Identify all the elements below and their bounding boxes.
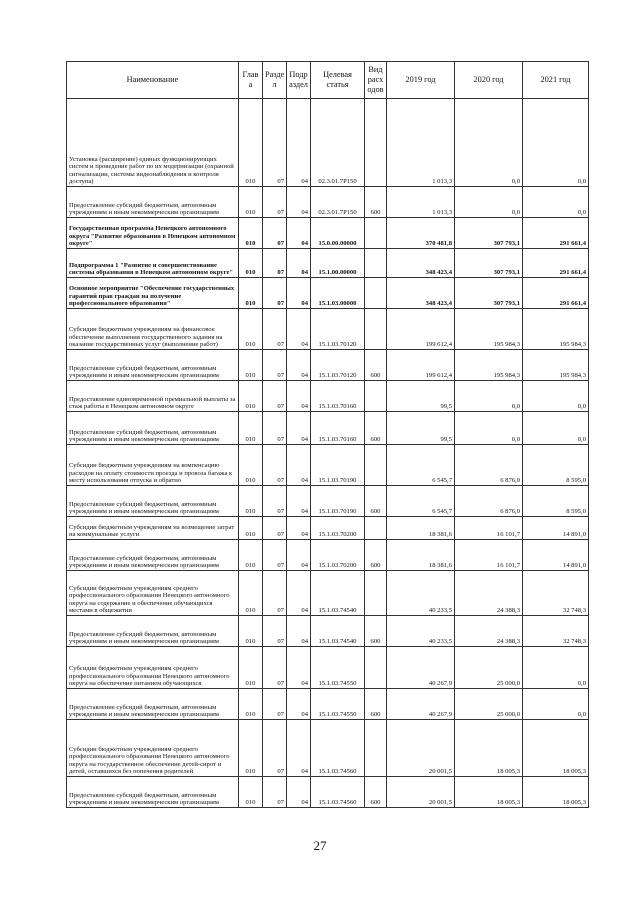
row-vid: 600 (365, 187, 387, 218)
row-vid (365, 249, 387, 278)
row-vid: 600 (365, 777, 387, 808)
row-podrazdel: 04 (287, 486, 311, 517)
row-podrazdel: 04 (287, 720, 311, 777)
row-2019: 348 423,4 (387, 249, 455, 278)
row-podrazdel: 04 (287, 777, 311, 808)
table-row (67, 249, 589, 278)
row-glava: 010 (239, 689, 263, 720)
row-2019: 1 013,3 (387, 187, 455, 218)
row-vid (365, 218, 387, 249)
table-row (67, 445, 589, 486)
row-2021: 18 005,3 (523, 720, 589, 777)
row-name: Подпрограмма 1 "Развитие и совершенствование системы образования в Ненецком автономном округе" (67, 249, 239, 278)
row-target: 02.3.01.7P150 (311, 187, 365, 218)
row-glava: 010 (239, 249, 263, 278)
table-row (67, 278, 589, 309)
row-glava: 010 (239, 720, 263, 777)
row-2020: 307 793,1 (455, 249, 523, 278)
table-row (67, 486, 589, 517)
row-2019: 40 267,9 (387, 647, 455, 689)
header-2021: 2021 год (523, 62, 589, 99)
row-2021: 14 891,0 (523, 540, 589, 571)
row-2019: 370 481,8 (387, 218, 455, 249)
row-vid (365, 381, 387, 412)
row-2021: 32 748,3 (523, 616, 589, 647)
row-2019: 199 612,4 (387, 309, 455, 350)
row-name: Предоставление субсидий бюджетным, автономным учреждениям и иным некоммерческим организациям (67, 616, 239, 647)
row-target: 15.1.03.74550 (311, 647, 365, 689)
row-razdel: 07 (263, 689, 287, 720)
row-target: 15.1.03.74550 (311, 689, 365, 720)
row-target: 15.1.03.70200 (311, 517, 365, 540)
row-vid (365, 571, 387, 616)
row-2021: 8 595,0 (523, 486, 589, 517)
row-2020: 0,0 (455, 99, 523, 187)
row-name: Предоставление субсидий бюджетным, автономным учреждениям и иным некоммерческим организациям (67, 540, 239, 571)
row-razdel: 07 (263, 381, 287, 412)
row-glava: 010 (239, 278, 263, 309)
row-2019: 348 423,4 (387, 278, 455, 309)
row-glava: 010 (239, 412, 263, 445)
row-podrazdel: 04 (287, 187, 311, 218)
row-glava: 010 (239, 187, 263, 218)
budget-table (66, 61, 589, 808)
row-2019: 6 545,7 (387, 486, 455, 517)
row-2021: 0,0 (523, 187, 589, 218)
row-name: Субсидии бюджетным учреждениям среднего профессионального образования Ненецкого автономного округа на государственное обеспечение детей-сирот и детей, оставшихся без попечения родителей (67, 720, 239, 777)
row-name: Предоставление субсидий бюджетным, автономным учреждениям и иным некоммерческим организациям (67, 486, 239, 517)
row-name: Предоставление субсидий бюджетным, автономным учреждениям и иным некоммерческим организациям (67, 689, 239, 720)
row-podrazdel: 04 (287, 647, 311, 689)
row-name: Предоставление единовременной премиальной выплаты за стаж работы в Ненецком автономном округе (67, 381, 239, 412)
row-target: 15.1.03.70120 (311, 350, 365, 381)
row-razdel: 07 (263, 309, 287, 350)
row-2021: 0,0 (523, 99, 589, 187)
row-target: 15.1.03.74560 (311, 777, 365, 808)
row-vid (365, 647, 387, 689)
row-podrazdel: 04 (287, 540, 311, 571)
row-podrazdel: 04 (287, 517, 311, 540)
row-2021: 0,0 (523, 381, 589, 412)
row-glava: 010 (239, 218, 263, 249)
row-2020: 6 876,0 (455, 486, 523, 517)
row-razdel: 07 (263, 218, 287, 249)
table-row (67, 99, 589, 187)
row-podrazdel: 04 (287, 445, 311, 486)
row-name: Предоставление субсидий бюджетным, автономным учреждениям и иным некоммерческим организациям (67, 187, 239, 218)
table-row (67, 412, 589, 445)
row-razdel: 07 (263, 777, 287, 808)
row-2020: 24 388,3 (455, 616, 523, 647)
row-vid: 600 (365, 689, 387, 720)
row-name: Субсидии бюджетным учреждениям на возмещение затрат на коммунальные услуги (67, 517, 239, 540)
row-razdel: 07 (263, 278, 287, 309)
row-vid (365, 99, 387, 187)
row-2019: 199 612,4 (387, 350, 455, 381)
header-2020: 2020 год (455, 62, 523, 99)
page-number: 27 (313, 838, 327, 853)
row-name: Предоставление субсидий бюджетным, автономным учреждениям и иным некоммерческим организациям (67, 350, 239, 381)
row-podrazdel: 04 (287, 412, 311, 445)
row-vid (365, 720, 387, 777)
row-2021: 291 661,4 (523, 278, 589, 309)
row-podrazdel: 04 (287, 616, 311, 647)
row-2020: 25 000,0 (455, 689, 523, 720)
row-2020: 18 005,3 (455, 720, 523, 777)
row-podrazdel: 04 (287, 218, 311, 249)
row-vid (365, 278, 387, 309)
row-2020: 16 101,7 (455, 540, 523, 571)
row-2019: 20 001,5 (387, 777, 455, 808)
row-vid: 600 (365, 350, 387, 381)
row-2021: 32 748,3 (523, 571, 589, 616)
row-vid: 600 (365, 486, 387, 517)
row-glava: 010 (239, 540, 263, 571)
row-glava: 010 (239, 381, 263, 412)
row-target: 15.1.00.00000 (311, 249, 365, 278)
row-razdel: 07 (263, 249, 287, 278)
row-name: Субсидии бюджетным учреждениям на компенсацию расходов на оплату стоимости проезда и провоза багажа к месту использования отпуска и обратно (67, 445, 239, 486)
row-vid: 600 (365, 412, 387, 445)
row-2020: 195 984,3 (455, 309, 523, 350)
row-razdel: 07 (263, 571, 287, 616)
row-2020: 195 984,3 (455, 350, 523, 381)
row-2021: 0,0 (523, 647, 589, 689)
row-glava: 010 (239, 571, 263, 616)
row-2021: 291 661,4 (523, 218, 589, 249)
row-glava: 010 (239, 445, 263, 486)
row-2021: 8 595,0 (523, 445, 589, 486)
row-target: 15.1.03.74540 (311, 616, 365, 647)
row-2020: 0,0 (455, 412, 523, 445)
row-2020: 307 793,1 (455, 218, 523, 249)
row-name: Субсидии бюджетным учреждениям среднего профессионального образования Ненецкого автономного округа на содержание и обеспечение обучающихся местами в общежитии (67, 571, 239, 616)
row-razdel: 07 (263, 720, 287, 777)
row-name: Субсидии бюджетным учреждениям на финансовое обеспечение выполнения государственного задания на оказание государственных услуг (выполнение работ) (67, 309, 239, 350)
table-row (67, 517, 589, 540)
row-podrazdel: 04 (287, 689, 311, 720)
header-razdel: Разде л (263, 62, 287, 99)
row-name: Предоставление субсидий бюджетным, автономным учреждениям и иным некоммерческим организациям (67, 777, 239, 808)
table-row (67, 540, 589, 571)
table-row (67, 777, 589, 808)
table-row (67, 647, 589, 689)
header-target: Целевая статья (311, 62, 365, 99)
row-glava: 010 (239, 517, 263, 540)
row-2020: 16 101,7 (455, 517, 523, 540)
row-target: 15.1.03.00000 (311, 278, 365, 309)
row-razdel: 07 (263, 517, 287, 540)
header-podrazdel: Подр аздел (287, 62, 311, 99)
row-target: 15.1.03.74560 (311, 720, 365, 777)
row-2021: 195 984,3 (523, 309, 589, 350)
row-2021: 195 984,3 (523, 350, 589, 381)
row-razdel: 07 (263, 647, 287, 689)
row-glava: 010 (239, 616, 263, 647)
row-2019: 18 381,6 (387, 517, 455, 540)
row-target: 15.1.03.70190 (311, 445, 365, 486)
row-razdel: 07 (263, 412, 287, 445)
row-name: Установка (расширение) единых функционирующих систем и проведение работ по их модернизации (охранной сигнализации, системы видеонаблюдения и контроля доступа) (67, 99, 239, 187)
row-2021: 14 891,0 (523, 517, 589, 540)
row-podrazdel: 04 (287, 99, 311, 187)
table-row (67, 350, 589, 381)
row-2020: 25 000,0 (455, 647, 523, 689)
table-row (67, 381, 589, 412)
row-podrazdel: 04 (287, 309, 311, 350)
row-razdel: 07 (263, 616, 287, 647)
row-glava: 010 (239, 777, 263, 808)
row-name: Субсидии бюджетным учреждениям среднего профессионального образования Ненецкого автономного округа на обеспечение питанием обучающихся (67, 647, 239, 689)
row-2020: 0,0 (455, 187, 523, 218)
row-name: Основное мероприятие "Обеспечение государственных гарантий прав граждан на получение профессионального образования" (67, 278, 239, 309)
row-target: 15.1.03.70160 (311, 412, 365, 445)
row-2019: 18 381,6 (387, 540, 455, 571)
row-razdel: 07 (263, 99, 287, 187)
row-podrazdel: 04 (287, 350, 311, 381)
row-vid: 600 (365, 540, 387, 571)
row-vid: 600 (365, 616, 387, 647)
row-2020: 18 005,3 (455, 777, 523, 808)
row-vid (365, 445, 387, 486)
row-2020: 24 388,3 (455, 571, 523, 616)
header-row (67, 62, 589, 99)
row-glava: 010 (239, 350, 263, 381)
table-row (67, 309, 589, 350)
table-row (67, 218, 589, 249)
header-vid: Вид расх одов (365, 62, 387, 99)
row-2019: 20 001,5 (387, 720, 455, 777)
row-2020: 0,0 (455, 381, 523, 412)
table-row (67, 571, 589, 616)
table-row (67, 689, 589, 720)
row-2019: 99,5 (387, 381, 455, 412)
table-row (67, 187, 589, 218)
row-glava: 010 (239, 309, 263, 350)
table-row (67, 720, 589, 777)
row-vid (365, 309, 387, 350)
header-2019: 2019 год (387, 62, 455, 99)
row-target: 15.0.00.00000 (311, 218, 365, 249)
row-2019: 40 233,5 (387, 571, 455, 616)
row-glava: 010 (239, 486, 263, 517)
row-2019: 40 267,9 (387, 689, 455, 720)
row-target: 15.1.03.70200 (311, 540, 365, 571)
row-target: 15.1.03.70120 (311, 309, 365, 350)
row-2019: 99,5 (387, 412, 455, 445)
row-2020: 6 876,0 (455, 445, 523, 486)
header-name: Наименование (67, 62, 239, 99)
row-name: Государственная программа Ненецкого автономного округа "Развитие образования в Ненецком автономном округе" (67, 218, 239, 249)
row-podrazdel: 04 (287, 571, 311, 616)
row-target: 15.1.03.74540 (311, 571, 365, 616)
row-razdel: 07 (263, 187, 287, 218)
row-2019: 6 545,7 (387, 445, 455, 486)
row-podrazdel: 04 (287, 278, 311, 309)
row-vid (365, 517, 387, 540)
row-2021: 0,0 (523, 412, 589, 445)
row-podrazdel: 04 (287, 381, 311, 412)
row-target: 15.1.03.70190 (311, 486, 365, 517)
row-2021: 291 661,4 (523, 249, 589, 278)
row-glava: 010 (239, 99, 263, 187)
row-name: Предоставление субсидий бюджетным, автономным учреждениям и иным некоммерческим организациям (67, 412, 239, 445)
row-razdel: 07 (263, 540, 287, 571)
row-target: 02.3.01.7P150 (311, 99, 365, 187)
header-glava: Глав а (239, 62, 263, 99)
row-2020: 307 793,1 (455, 278, 523, 309)
table-row (67, 616, 589, 647)
row-target: 15.1.03.70160 (311, 381, 365, 412)
row-2021: 0,0 (523, 689, 589, 720)
row-2019: 40 233,5 (387, 616, 455, 647)
row-razdel: 07 (263, 350, 287, 381)
row-razdel: 07 (263, 486, 287, 517)
row-podrazdel: 04 (287, 249, 311, 278)
row-glava: 010 (239, 647, 263, 689)
row-2021: 18 005,3 (523, 777, 589, 808)
row-2019: 1 013,3 (387, 99, 455, 187)
row-razdel: 07 (263, 445, 287, 486)
